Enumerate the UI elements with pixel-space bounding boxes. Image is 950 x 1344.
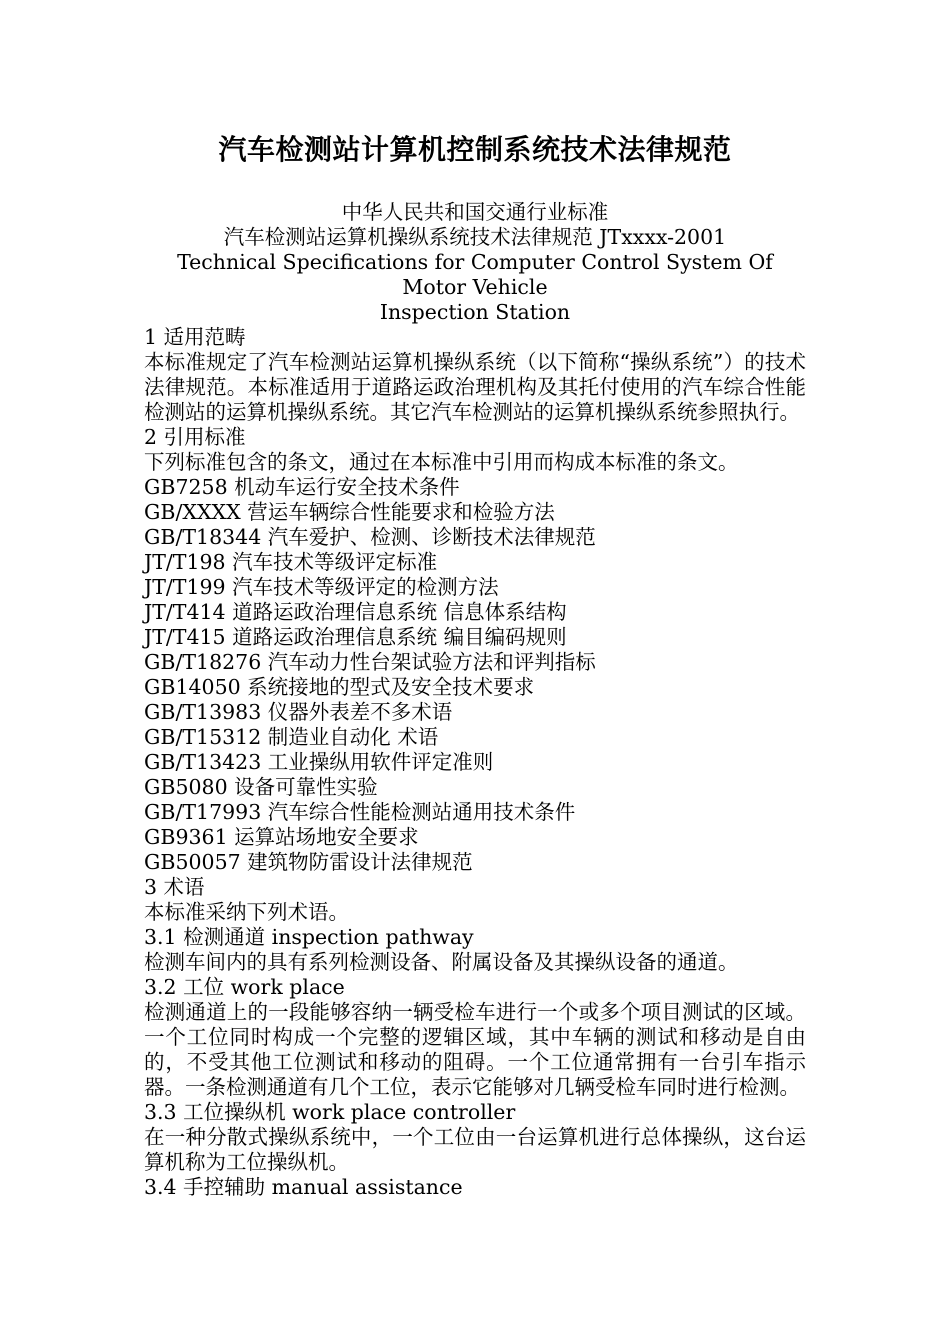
reference-item: GB5080 设备可靠性实验 [144,775,378,799]
reference-item: GB/XXXX 营运车辆综合性能要求和检验方法 [144,500,555,524]
section-terms [144,875,806,1200]
section-scope [144,325,806,425]
document-title: 汽车检测站计算机控制系统技术法律规范 [218,133,732,166]
reference-item: GB50057 建筑物防雷设计法律规范 [144,850,473,874]
section-references [144,425,806,875]
english-title-line-1: Technical Specifications for Computer Control System Of Motor Vehicle [177,250,773,299]
section-heading: 1 适用范畴 [144,325,246,349]
reference-item: GB9361 运算站场地安全要求 [144,825,419,849]
standard-name: 汽车检测站运算机操纵系统技术法律规范 JTxxxx-2001 [223,225,727,249]
term-heading: 3.3 工位操纵机 work place controller [144,1100,516,1124]
reference-item: GB/T13423 工业操纵用软件评定准则 [144,750,494,774]
reference-item: JT/T415 道路运政治理信息系统 编目编码规则 [144,625,567,649]
section-intro: 下列标准包含的条文，通过在本标准中引用而构成本标准的条文。 [144,450,739,474]
term-heading: 3.4 手控辅助 manual assistance [144,1175,463,1199]
english-title-line-2: Inspection Station [379,300,571,324]
section-body: 本标准规定了汽车检测站运算机操纵系统（以下简称“操纵系统”）的技术法律规范。本标准适用于道路运政治理机构及其托付使用的汽车综合性能检测站的运算机操纵系统。其它汽车检测站的运算机操纵系统参照执行。 [144,350,806,424]
reference-item: JT/T199 汽车技术等级评定的检测方法 [144,575,499,599]
section-heading: 2 引用标准 [144,425,246,449]
reference-item: GB/T18344 汽车爱护、检测、诊断技术法律规范 [144,525,596,549]
term-definition: 检测车间内的具有系列检测设备、附属设备及其操纵设备的通道。 [144,950,739,974]
term-heading: 3.1 检测通道 inspection pathway [144,925,474,949]
reference-item: GB/T13983 仪器外表差不多术语 [144,700,453,724]
reference-item: GB7258 机动车运行安全技术条件 [144,475,460,499]
reference-item: JT/T414 道路运政治理信息系统 信息体系结构 [144,600,567,624]
reference-item: GB/T18276 汽车动力性台架试验方法和评判指标 [144,650,596,674]
term-definition: 检测通道上的一段能够容纳一辆受检车进行一个或多个项目测试的区域。一个工位同时构成一个完整的逻辑区域，其中车辆的测试和移动是自由的，不受其他工位测试和移动的阻碍。一个工位通常拥有一台引车指示器。一条检测通道有几个工位，表示它能够对几辆受检车同时进行检测。 [144,1000,806,1099]
term-heading: 3.2 工位 work place [144,975,345,999]
section-intro: 本标准采纳下列术语。 [144,900,349,924]
reference-item: GB/T17993 汽车综合性能检测站通用技术条件 [144,800,576,824]
section-heading: 3 术语 [144,875,205,899]
document-page [144,128,806,1200]
reference-item: GB14050 系统接地的型式及安全技术要求 [144,675,535,699]
term-definition: 在一种分散式操纵系统中，一个工位由一台运算机进行总体操纵，这台运算机称为工位操纵机。 [144,1125,806,1174]
standard-category: 中华人民共和国交通行业标准 [341,200,609,224]
reference-item: JT/T198 汽车技术等级评定标准 [144,550,438,574]
standard-header [144,200,806,325]
reference-item: GB/T15312 制造业自动化 术语 [144,725,439,749]
